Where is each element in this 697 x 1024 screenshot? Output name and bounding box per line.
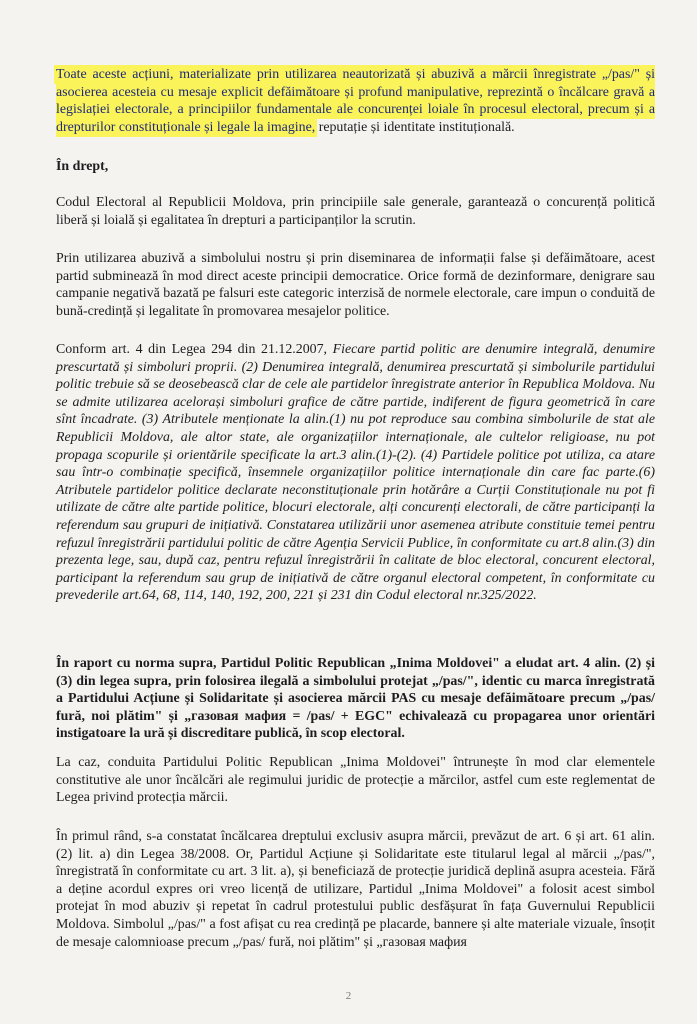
paragraph-violation-statement: În raport cu norma supra, Partidul Politic Republican „Inima Moldovei" a eludat art. 4 alin. (2) și (3) din legea supra, prin folosirea ilegală a simbolului protejat „/pas/", identic cu marca înregistrată a Partidului Acțiune și Solidaritate și asocierea mărcii PAS cu mesaje defăimătoare precum „/pas/ fură, noi plătim" și „газовая мафия = /pas/ + EGC" echivalează cu propagarea unor orientări instigatoare la ură și discreditare publică, în scop electoral. bbox=[56, 656, 655, 742]
paragraph-trademark-regime: La caz, conduita Partidului Politic Republican „Inima Moldovei" întrunește în mod clar elementele constitutive ale unor încălcări ale regimului juridic de protecție a mărcilor, astfel cum este reglementat de Legea privind protecția mărcii. bbox=[56, 755, 655, 806]
law-citation-intro: Conform art. 4 din Legea 294 din 21.12.2007, bbox=[56, 342, 333, 357]
law-citation-text: Fiecare partid politic are denumire integrală, denumire prescurtată și simboluri proprii. (2) Denumirea integrală, denumirea prescurtată și simbolurile partidului politic trebuie să se deosebească clar de cele ale partidelor înregistrate anterior în Republica Moldova. Nu se admite utilizarea acelorași simboluri grafice de către partide, indiferent de figura geometrică în care sînt încadrate. (3) Atributele menționate la alin.(1) nu pot reproduce sau combina simbolurile de stat ale Republicii Moldova, ale altor state, ale organizațiilor internaționale, ale cultelor religioase, nu pot propaga scopurile și orientările specificate la art.3 alin.(1)-(2). (4) Partidele politice pot utiliza, ca atare sau într-o combinație specifică, însemnele organizațiilor politice internaționale din care fac parte.(6) Atributele partidelor politice declarate neconstituționale prin hotărâre a Curții Constituționale nu pot fi utilizate de către alte partide politice, blocuri electorale, alți concurenți electorali, de către participanți la referendum sau grupuri de inițiativă. Constatarea utilizării unor asemenea atribute constituie temei pentru refuzul înregistrării partidului politic de către Agenția Servicii Publice, în conformitate cu art.8 alin.(3) din prezenta lege, sau, după caz, pentru refuzul înregistrării în calitate de bloc electoral, concurent electoral, participant la referendum sau grup de inițiativă de către organul electoral competent, în conformitate cu prevederile art.64, 68, 114, 140, 192, 200, 221 și 231 din Codul electoral nr.325/2022. bbox=[56, 342, 655, 604]
paragraph-abusive-use: Prin utilizarea abuzivă a simbolului nostru și prin diseminarea de informații false și defăimătoare, acest partid subminează în mod direct aceste principii democratice. Orice formă de dezinformare, denigrare sau campanie negativă bazată pe falsuri este categoric interzisă de normele electorale, care impun o conduită de bună-credință și legalitate în promovarea mesajelor politice. bbox=[56, 251, 655, 319]
highlighted-text: Toate aceste acțiuni, materializate prin utilizarea neautorizată și abuzivă a mărcii înregistrate „/pas/" și asocierea acesteia cu mesaje explicit defăimătoare și profund manipulative, reprezintă o încălcare gravă a legislației electorale, a principiilor fundamentale ale concurenței loiale în procesul electoral, precum și a drepturilor constituționale și legale la imagine, bbox=[56, 67, 655, 135]
paragraph-electoral-code: Codul Electoral al Republicii Moldova, prin principiile sale generale, garantează o concurență politică liberă și loială și egalitatea în drepturi a participanților la scrutin. bbox=[56, 195, 655, 228]
paragraph-intro bbox=[56, 66, 655, 136]
paragraph-law-article-4 bbox=[56, 341, 655, 605]
paragraph-intro-rest: reputație și identitate instituțională. bbox=[315, 119, 515, 135]
page-number: 2 bbox=[345, 990, 352, 1002]
section-heading-in-drept: În drept, bbox=[56, 159, 109, 174]
paragraph-exclusive-right: În primul rând, s-a constatat încălcarea dreptului exclusiv asupra mărcii, prevăzut de art. 6 și art. 61 alin. (2) lit. a) din Legea 38/2008. Or, Partidul Acțiune și Solidaritate este titularul legal al mărcii „/pas/", înregistrată în conformitate cu art. 3 lit. a), și beneficiază de protecție juridică deplină asupra acesteia. Fără a deține acordul expres ori vreo licență de utilizare, Partidul „Inima Moldovei" a folosit acest simbol protejat în mod abuziv și repetat în cadrul protestului public desfășurat în fața Guvernului Republicii Moldova. Simbolul „/pas/" a fost afișat cu rea credință pe placarde, bannere și alte materiale vizuale, însoțit de mesaje calomnioase precum „/pas/ fură, noi plătim" și „газовая мафия bbox=[56, 829, 655, 950]
